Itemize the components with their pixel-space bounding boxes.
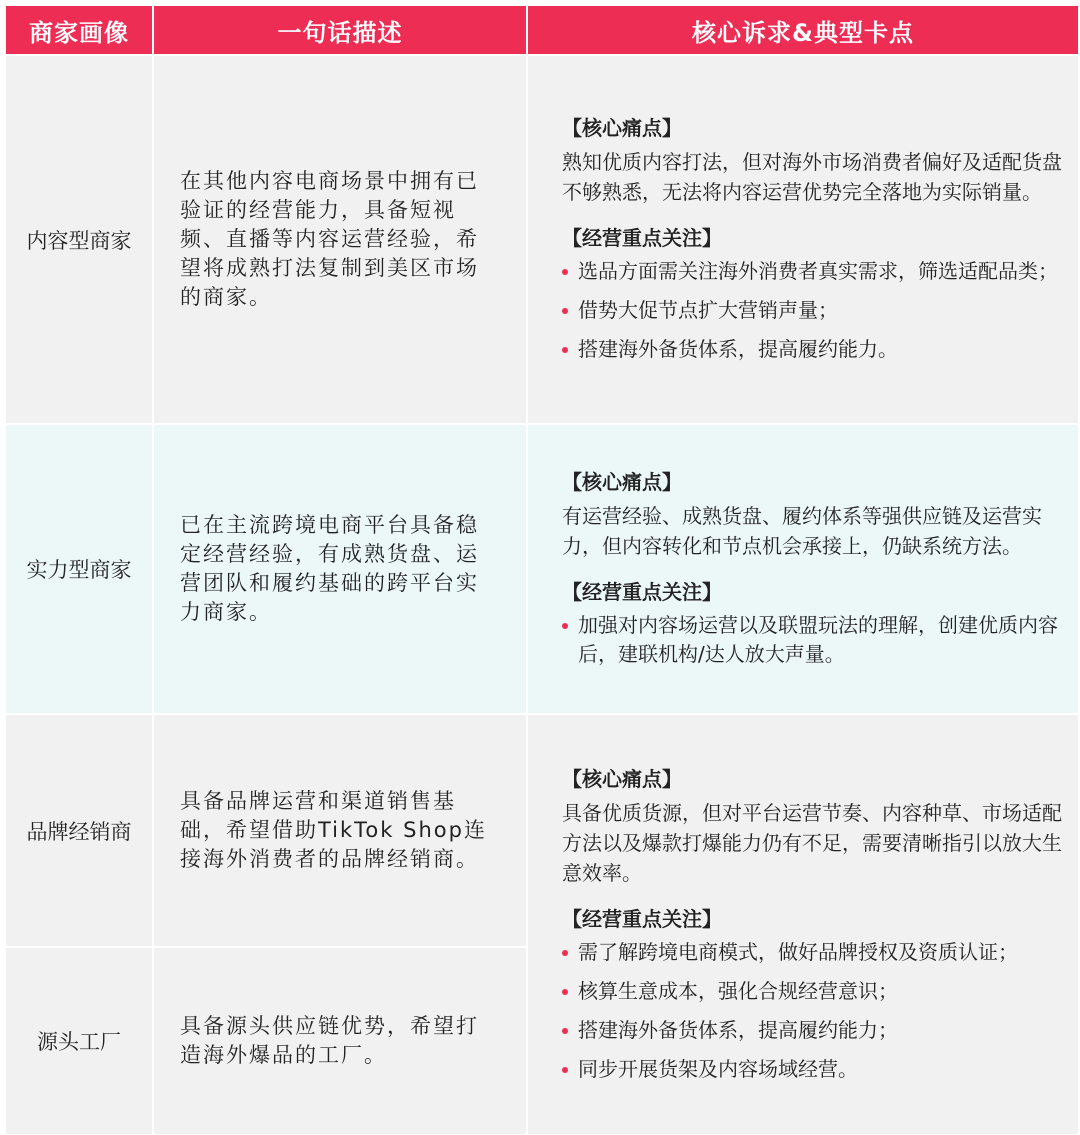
focus-item: 借势大促节点扩大营销声量；	[562, 296, 1064, 325]
row-name-strength-merchant: 实力型商家	[6, 425, 152, 713]
desc-line: 具备源头供应链优势，希望打	[180, 1014, 479, 1038]
desc-line: 验证的经营能力，具备短视	[180, 198, 456, 222]
row-detail-brand-and-factory	[528, 715, 1078, 1134]
header-core-demands: 核心诉求&典型卡点	[528, 6, 1078, 54]
desc-line: 望将成熟打法复制到美区市场	[180, 256, 479, 280]
focus-item: 核算生意成本，强化合规经营意识；	[562, 977, 1064, 1006]
focus-list	[562, 611, 1064, 669]
focus-list	[562, 938, 1064, 1084]
bullet-icon	[562, 269, 568, 275]
focus-item: 搭建海外备货体系，提高履约能力；	[562, 1016, 1064, 1045]
row-desc-brand-distributor	[154, 715, 526, 946]
focus-list	[562, 257, 1064, 364]
focus-item: 选品方面需关注海外消费者真实需求，筛选适配品类；	[562, 257, 1064, 286]
header-merchant-profile: 商家画像	[6, 6, 152, 54]
row-desc-source-factory	[154, 948, 526, 1134]
focus-heading: 【经营重点关注】	[562, 906, 722, 931]
desc-line: 具备品牌运营和渠道销售基	[180, 789, 456, 813]
bullet-icon	[562, 347, 568, 353]
desc-line: 营团队和履约基础的跨平台实	[180, 571, 479, 595]
pain-point-heading: 【核心痛点】	[562, 766, 682, 791]
bullet-icon	[562, 950, 568, 956]
row-desc-content-merchant	[154, 56, 526, 423]
bullet-icon	[562, 1067, 568, 1073]
desc-line: 造海外爆品的工厂。	[180, 1043, 387, 1067]
focus-item: 需了解跨境电商模式，做好品牌授权及资质认证；	[562, 938, 1064, 967]
row-name-source-factory: 源头工厂	[6, 948, 152, 1134]
pain-point-text: 有运营经验、成熟货盘、履约体系等强供应链及运营实力，但内容转化和节点机会承接上，仍缺系统方法。	[562, 504, 1042, 558]
bullet-icon	[562, 989, 568, 995]
focus-heading: 【经营重点关注】	[562, 226, 722, 250]
focus-item: 同步开展货架及内容场域经营。	[562, 1055, 1064, 1084]
row-detail-content-merchant	[528, 56, 1078, 423]
pain-point-text: 具备优质货源，但对平台运营节奏、内容种草、市场适配方法以及爆款打爆能力仍有不足，需要清晰指引以放大生意效率。	[562, 800, 1062, 885]
focus-heading: 【经营重点关注】	[562, 580, 722, 604]
bullet-icon	[562, 1028, 568, 1034]
header-one-line-description: 一句话描述	[154, 6, 526, 54]
focus-item: 加强对内容场运营以及联盟玩法的理解，创建优质内容后，建联机构/达人放大声量。	[562, 611, 1064, 669]
desc-line: 定经营经验，有成熟货盘、运	[180, 542, 479, 566]
row-name-brand-distributor: 品牌经销商	[6, 715, 152, 946]
bullet-icon	[562, 623, 568, 629]
desc-line: 础，希望借助TikTok Shop连	[180, 818, 487, 842]
desc-line: 已在主流跨境电商平台具备稳	[180, 513, 479, 537]
row-desc-strength-merchant	[154, 425, 526, 713]
desc-line: 接海外消费者的品牌经销商。	[180, 847, 479, 871]
desc-line: 的商家。	[180, 285, 272, 309]
merchant-profile-table	[6, 6, 1074, 1130]
desc-line: 在其他内容电商场景中拥有已	[180, 169, 479, 193]
row-name-content-merchant: 内容型商家	[6, 56, 152, 423]
bullet-icon	[562, 308, 568, 314]
focus-item: 搭建海外备货体系，提高履约能力。	[562, 335, 1064, 364]
desc-line: 频、直播等内容运营经验，希	[180, 227, 479, 251]
row-detail-strength-merchant	[528, 425, 1078, 713]
desc-line: 力商家。	[180, 600, 272, 624]
pain-point-text: 熟知优质内容打法，但对海外市场消费者偏好及适配货盘不够熟悉，无法将内容运营优势完全落地为实际销量。	[562, 150, 1062, 204]
pain-point-heading: 【核心痛点】	[562, 116, 682, 140]
pain-point-heading: 【核心痛点】	[562, 470, 682, 494]
